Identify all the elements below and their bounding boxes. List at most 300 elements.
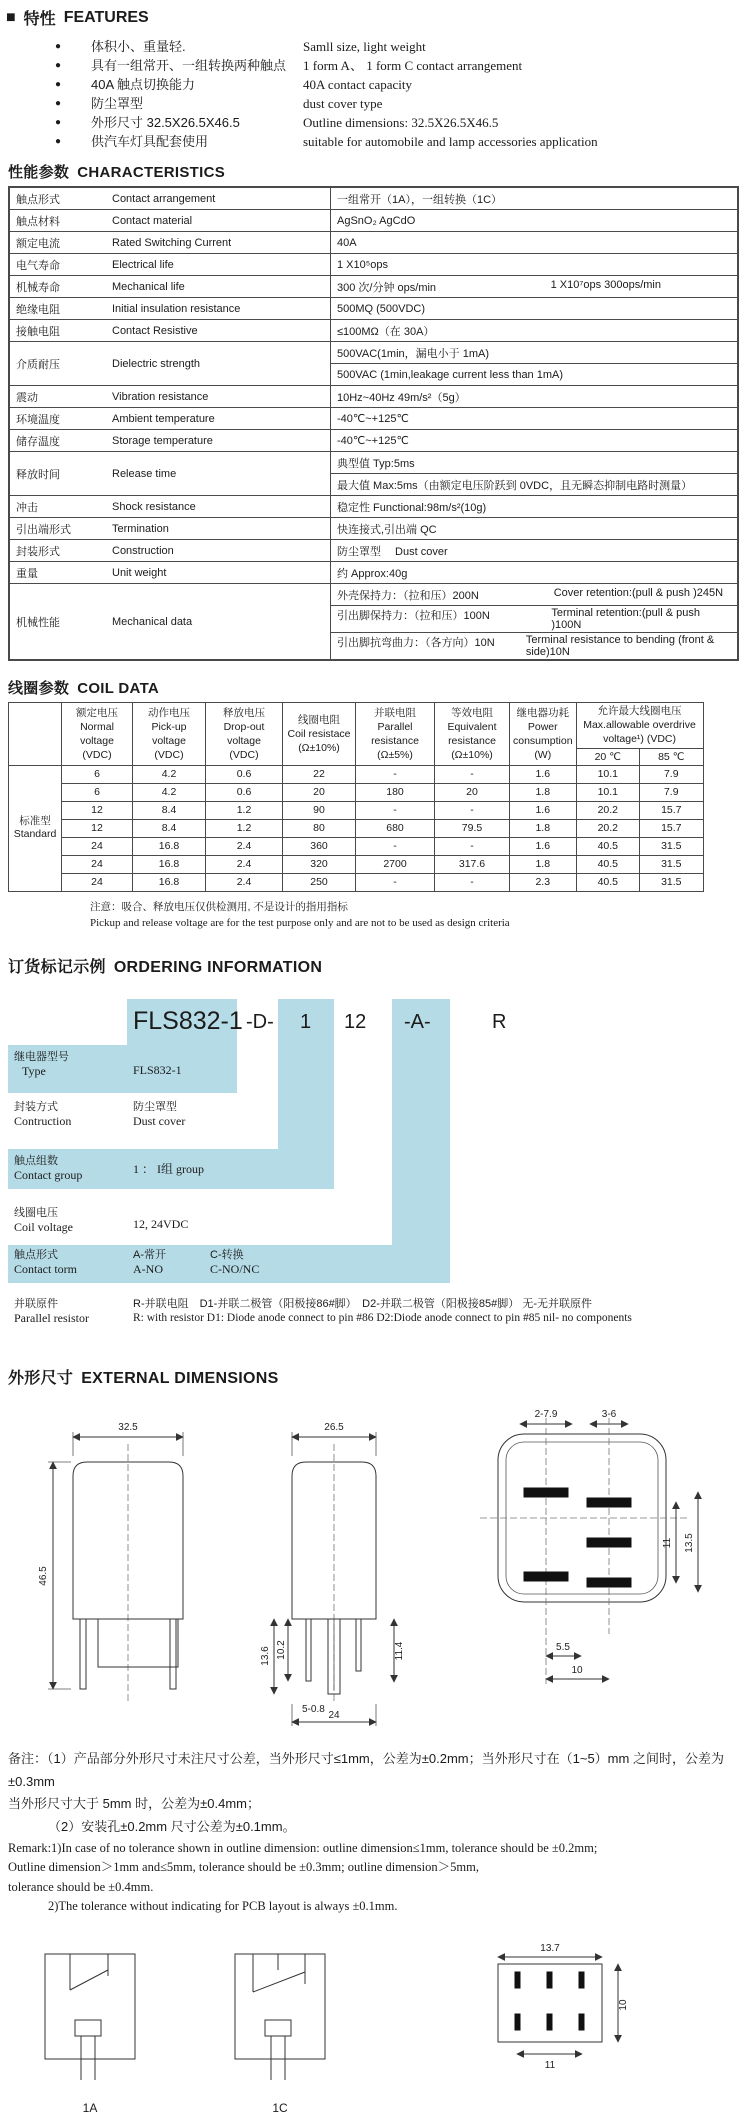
value-part: Cover retention:(pull & push )245N (553, 586, 724, 599)
feature-cn: 体积小、重量轻. (91, 39, 186, 54)
order-label-construction (14, 1100, 71, 1130)
cell: 24 (62, 873, 133, 891)
bottom-view-drawing (450, 1404, 720, 1704)
dim-offset-large: 10 (571, 1664, 583, 1676)
cell: 0.6 (206, 765, 283, 783)
col-header-en: Equivalent resistance (447, 720, 497, 747)
row-label-en: Contact material (106, 210, 331, 232)
row-label-en: Mechanical data (106, 584, 331, 661)
col-header-unit: (VDC) (229, 749, 259, 762)
cell: 31.5 (640, 873, 704, 891)
row-label-en: Shock resistance (106, 496, 331, 518)
col-header (206, 703, 283, 766)
dot-bullet-icon: ● (55, 117, 62, 128)
dim-pin1: 13.6 (260, 1646, 271, 1666)
row-label-cn: 重量 (9, 562, 106, 584)
remark-cn-line1: 备注：（1）产品部分外形尺寸未注尺寸公差，当外形尺寸≤1mm，公差为±0.2mm；当外形尺寸在（1~5）mm 之间时，公差为±0.3mm (8, 1750, 724, 1789)
col-header (62, 703, 133, 766)
ordering-title-cn: 订货标记示例 (8, 958, 106, 976)
cell: 31.5 (640, 837, 704, 855)
characteristics-title-cn: 性能参数 (8, 164, 70, 181)
row-value (331, 606, 739, 633)
group-en: Standard (13, 828, 57, 841)
coil-note-en: Pickup and release voltage are for the test purpose only and are not to be used as design criteria (90, 917, 510, 930)
cell: 15.7 (640, 819, 704, 837)
row-label-en: Storage temperature (106, 430, 331, 452)
row-value: 500MQ (500VDC) (331, 298, 739, 320)
col-header-en: Power consumption (513, 720, 573, 747)
row-label-cn: 机械性能 (9, 584, 106, 661)
col-header-cn: 额定电压 (76, 706, 118, 719)
order-value-parallel (133, 1297, 739, 1326)
label-cn: 并联原件 (14, 1297, 58, 1310)
cell: 317.6 (435, 855, 510, 873)
cell: 1.2 (206, 819, 283, 837)
order-label-parallel (14, 1297, 89, 1327)
order-code-form: -A- (404, 1010, 431, 1033)
side-view-drawing (244, 1404, 424, 1734)
feature-cn: 供汽车灯具配套使用 (91, 134, 209, 149)
order-code-group: 1 (300, 1010, 312, 1033)
label-cn: 触点形式 (14, 1248, 58, 1261)
row-label-en: Dielectric strength (106, 342, 331, 386)
table-row (9, 765, 704, 783)
dot-bullet-icon: ● (55, 79, 62, 90)
col-header (576, 703, 703, 749)
cell: 31.5 (640, 855, 704, 873)
remark-block (8, 1748, 739, 1917)
table-row (9, 518, 738, 540)
cell: - (356, 837, 435, 855)
row-value: 500VAC (1min,leakage current less than 1mA) (331, 364, 739, 386)
col-header (510, 703, 577, 766)
cell: 10.1 (576, 783, 640, 801)
row-value: 约 Approx:40g (331, 562, 739, 584)
row-label-cn: 绝缘电阻 (9, 298, 106, 320)
feature-en: dust cover type (303, 96, 383, 111)
row-value (331, 633, 739, 661)
label-cn: 触点组数 (14, 1154, 58, 1167)
cell: 1.8 (510, 783, 577, 801)
row-value: 典型值 Typ:5ms (331, 452, 739, 474)
dim-pad-pitch: 11 (662, 1537, 673, 1549)
cell: 12 (62, 801, 133, 819)
row-label-cn: 释放时间 (9, 452, 106, 496)
dim-bottom-width: 24 (328, 1709, 340, 1721)
cell: - (356, 801, 435, 819)
value-cn: A-常开 (133, 1248, 166, 1261)
value-part: 外壳保持力：（拉和压）200N (337, 589, 479, 602)
dot-bullet-icon: ● (55, 41, 62, 52)
dim-offset-small: 5.5 (556, 1641, 570, 1653)
label-cn: 线圈电压 (14, 1206, 58, 1219)
order-code-voltage: 12 (344, 1010, 367, 1033)
cell: 4.2 (133, 765, 206, 783)
characteristics-title-en: CHARACTERISTICS (77, 164, 226, 181)
label-cn: 继电器型号 (14, 1050, 69, 1063)
dim-pin2: 10.2 (276, 1640, 287, 1660)
value-part: 引出脚保持力：（拉和压）100N (337, 610, 490, 622)
cell: 1.2 (206, 801, 283, 819)
col-header-cn: 继电器功耗 (516, 706, 570, 719)
row-value: 快连接式,引出端 QC (331, 518, 739, 540)
cell: 24 (62, 855, 133, 873)
wiring-1c (220, 1942, 340, 2115)
cell: 16.8 (133, 837, 206, 855)
wiring-1a-label: 1A (82, 2101, 98, 2115)
remark-en-line2: Outline dimension＞1mm and≤5mm, tolerance should be ±0.3mm; outline dimension＞5mm, (8, 1860, 479, 1875)
row-label-cn: 触点材料 (9, 210, 106, 232)
feature-item (55, 113, 747, 132)
col-header-cn: 允许最大线圈电压 (597, 705, 682, 717)
col-header-unit: (Ω±10%) (451, 749, 493, 762)
remark-en-line1: Remark:1)In case of no tolerance shown in outline dimension: outline dimension≤1mm, tolerance should be ±0.2mm; (8, 1840, 598, 1855)
row-value: -40℃~+125℃ (331, 430, 739, 452)
cell: 6 (62, 765, 133, 783)
row-label-en: Initial insulation resistance (106, 298, 331, 320)
cell: 20 (283, 783, 356, 801)
row-label-cn: 电气寿命 (9, 254, 106, 276)
wiring-1c-label: 1C (272, 2101, 288, 2115)
feature-cn: 防尘罩型 (91, 96, 144, 111)
wiring-diagrams (30, 1942, 747, 2115)
row-label-en: Construction (106, 540, 331, 562)
cell: - (356, 873, 435, 891)
col-header-en: Normal voltage (80, 720, 114, 747)
row-value (331, 584, 739, 606)
dot-bullet-icon: ● (55, 98, 62, 109)
cell: - (435, 873, 510, 891)
dim-pad-span: 13.5 (684, 1533, 695, 1553)
group-cell (9, 765, 62, 891)
value-en: A-NO (133, 1262, 163, 1277)
features-list (0, 37, 747, 151)
cell: 90 (283, 801, 356, 819)
value-en: Dust cover (133, 1114, 186, 1129)
order-label-type (14, 1050, 69, 1080)
feature-en: Outline dimensions: 32.5X26.5X46.5 (303, 115, 499, 130)
value-en: C-NO/NC (210, 1262, 260, 1277)
remark-cn-line3: （2）安装孔±0.2mm 尺寸公差为±0.1mm。 (48, 1819, 296, 1835)
cell: 2.4 (206, 837, 283, 855)
dim-pcb-height: 10 (618, 1999, 629, 2011)
table-row (9, 386, 738, 408)
wiring-1a-drawing (30, 1942, 150, 2092)
remark-en-line3: tolerance should be ±0.4mm. (8, 1879, 154, 1894)
table-row (9, 783, 704, 801)
cell: 2.3 (510, 873, 577, 891)
row-value: 1 X10⁵ops (331, 254, 739, 276)
dim-pin4: 5-0.8 (302, 1703, 325, 1715)
cell: 2700 (356, 855, 435, 873)
order-code-construction: -D- (246, 1010, 274, 1033)
dim-width: 32.5 (118, 1421, 138, 1433)
table-row (9, 254, 738, 276)
table-row (9, 342, 738, 364)
dim-height: 46.5 (38, 1566, 49, 1586)
feature-item (55, 75, 747, 94)
cell: 15.7 (640, 801, 704, 819)
row-value: -40℃~+125℃ (331, 408, 739, 430)
cell: 1.6 (510, 765, 577, 783)
feature-item (55, 132, 747, 151)
label-en: Type (22, 1064, 46, 1079)
cell: 250 (283, 873, 356, 891)
col-header-unit: (VDC) (154, 749, 184, 762)
remark-cn-line2: 当外形尺寸大于 5mm 时，公差为±0.4mm； (8, 1796, 260, 1812)
cell: 12 (62, 819, 133, 837)
table-row (9, 562, 738, 584)
feature-en: Samll size, light weight (303, 39, 426, 54)
cell: 20.2 (576, 801, 640, 819)
temp-col-header: 20 ℃ (576, 748, 640, 765)
dim-pad-right: 3-6 (601, 1408, 617, 1420)
row-label-en: Release time (106, 452, 331, 496)
cell: 40.5 (576, 873, 640, 891)
value-cn: C-转换 (210, 1248, 244, 1261)
cell: 360 (283, 837, 356, 855)
cell: 22 (283, 765, 356, 783)
row-label-cn: 触点形式 (9, 187, 106, 210)
cell: - (435, 765, 510, 783)
cell: 320 (283, 855, 356, 873)
order-label-group (14, 1154, 82, 1184)
temp-col-header: 85 ℃ (640, 748, 704, 765)
value-part: 引出脚抗弯曲力：（各方向）10N (337, 637, 495, 649)
table-row (9, 801, 704, 819)
order-code-type: FLS832-1 (133, 1006, 243, 1035)
col-header-en: Parallel resistance (371, 720, 419, 747)
cell: 1.8 (510, 819, 577, 837)
order-code-parallel: R (492, 1010, 507, 1033)
cell: - (435, 837, 510, 855)
table-row (9, 187, 738, 210)
row-value: 防尘罩型 Dust cover (331, 540, 739, 562)
feature-en: 1 form A、 1 form C contact arrangement (303, 58, 523, 73)
order-label-voltage (14, 1206, 73, 1236)
dimensions-title-en: EXTERNAL DIMENSIONS (81, 1369, 279, 1387)
order-value-type: FLS832-1 (133, 1062, 182, 1077)
dot-bullet-icon: ● (55, 136, 62, 147)
col-header-en: Coil resistace (287, 727, 351, 740)
cell: 6 (62, 783, 133, 801)
cell: 1.6 (510, 837, 577, 855)
table-row (9, 855, 704, 873)
dim-pcb-pitch: 11 (544, 2060, 556, 2072)
table-header-row (9, 703, 704, 749)
group-cn: 标准型 (19, 814, 51, 827)
row-label-en: Vibration resistance (106, 386, 331, 408)
table-row (9, 430, 738, 452)
row-label-cn: 冲击 (9, 496, 106, 518)
dimensions-title-cn: 外形尺寸 (8, 1369, 74, 1387)
label-en: Coil voltage (14, 1220, 73, 1235)
label-en: Contact group (14, 1168, 83, 1183)
cell: 8.4 (133, 801, 206, 819)
col-header-unit: (Ω±5%) (377, 749, 413, 762)
cell: 10.1 (576, 765, 640, 783)
order-value-form-c (210, 1248, 259, 1278)
cell: 8.4 (133, 819, 206, 837)
table-row (9, 276, 738, 298)
ordering-title-en: ORDERING INFORMATION (113, 958, 323, 976)
label-cn: 封装方式 (14, 1100, 58, 1113)
table-row (9, 210, 738, 232)
row-label-cn: 储存温度 (9, 430, 106, 452)
cell: 2.4 (206, 873, 283, 891)
order-label-form (14, 1248, 77, 1278)
row-value: 稳定性 Functional:98m/s²(10g) (331, 496, 739, 518)
dim-pin3: 11.4 (394, 1641, 405, 1661)
cell: 40.5 (576, 855, 640, 873)
coil-title-cn: 线圈参数 (8, 680, 70, 697)
row-label-en: Electrical life (106, 254, 331, 276)
highlight-block (392, 999, 450, 1283)
row-value: AgSnO₂ AgCdO (331, 210, 739, 232)
row-label-en: Mechanical life (106, 276, 331, 298)
row-label-cn: 接触电阻 (9, 320, 106, 342)
row-value: 10Hz~40Hz 49m/s²（5g） (331, 386, 739, 408)
feature-item (55, 56, 747, 75)
cell: - (356, 765, 435, 783)
front-view-drawing (18, 1404, 218, 1734)
table-row (9, 408, 738, 430)
cell: 180 (356, 783, 435, 801)
table-row (9, 232, 738, 254)
table-row (9, 452, 738, 474)
features-title-cn: 特性 (23, 11, 56, 28)
table-row (9, 496, 738, 518)
pcb-layout-drawing (470, 1942, 650, 2082)
value-part: Terminal retention:(pull & push )100N (551, 607, 700, 631)
cell: 80 (283, 819, 356, 837)
col-header (356, 703, 435, 766)
ordering-diagram (0, 999, 747, 1351)
value-part: 300 次/分钟 ops/min (337, 281, 437, 294)
square-bullet-icon: ■ (6, 8, 16, 26)
dimension-drawings (18, 1404, 747, 1734)
feature-en: suitable for automobile and lamp accessories application (303, 134, 598, 149)
table-row (9, 540, 738, 562)
col-header-en: Max.allowable overdrive (583, 719, 696, 732)
row-label-cn: 额定电流 (9, 232, 106, 254)
feature-item (55, 94, 747, 113)
row-value: 500VAC(1min，漏电小于 1mA) (331, 342, 739, 364)
feature-cn: 40A 触点切换能力 (91, 77, 196, 92)
wiring-1a (30, 1942, 150, 2115)
col-header-unit: voltage¹) (VDC) (603, 733, 676, 746)
coil-title-en: COIL DATA (77, 680, 160, 697)
table-row (9, 837, 704, 855)
cell: 1.6 (510, 801, 577, 819)
label-en: Parallel resistor (14, 1311, 89, 1326)
row-label-cn: 环境温度 (9, 408, 106, 430)
cell: 1.8 (510, 855, 577, 873)
col-header-unit: (VDC) (82, 749, 112, 762)
coil-note (90, 900, 747, 932)
col-header (133, 703, 206, 766)
row-label-en: Rated Switching Current (106, 232, 331, 254)
features-title (6, 6, 747, 29)
cell: 20.2 (576, 819, 640, 837)
cell: 16.8 (133, 855, 206, 873)
col-header-cn: 线圈电阻 (298, 713, 340, 726)
feature-cn: 外形尺寸 32.5X26.5X46.5 (91, 115, 240, 130)
cell: 7.9 (640, 783, 704, 801)
cell: 680 (356, 819, 435, 837)
table-row (9, 298, 738, 320)
row-label-cn: 引出端形式 (9, 518, 106, 540)
col-header (283, 703, 356, 766)
dot-bullet-icon: ● (55, 60, 62, 71)
order-value-form-a (133, 1248, 166, 1278)
col-header-cn: 动作电压 (148, 706, 190, 719)
value-part: Terminal resistance to bending (front & side)10N (525, 634, 715, 658)
cell: - (435, 801, 510, 819)
wiring-1c-drawing (220, 1942, 340, 2092)
characteristics-table (8, 186, 739, 661)
row-label-en: Contact Resistive (106, 320, 331, 342)
label-en: Contruction (14, 1114, 72, 1129)
row-label-cn: 介质耐压 (9, 342, 106, 386)
feature-en: 40A contact capacity (303, 77, 413, 92)
value-cn: R-并联电阻 D1-并联二极管（阳极接86#脚） D2-并联二极管（阳极接85#脚） 无-无并联原件 (133, 1297, 592, 1310)
coil-data-table (8, 702, 704, 892)
cell: 40.5 (576, 837, 640, 855)
remark-en-line4: 2)The tolerance without indicating for PCB layout is always ±0.1mm. (48, 1899, 398, 1914)
row-label-cn: 震动 (9, 386, 106, 408)
features-title-en: FEATURES (63, 8, 149, 26)
cell: 2.4 (206, 855, 283, 873)
feature-item (55, 37, 747, 56)
characteristics-title (8, 161, 747, 182)
col-header-cn: 并联电阻 (374, 706, 416, 719)
table-row (9, 584, 738, 606)
cell: 20 (435, 783, 510, 801)
row-label-cn: 封装形式 (9, 540, 106, 562)
dim-width: 26.5 (324, 1421, 344, 1433)
cell: 0.6 (206, 783, 283, 801)
value-cn: 防尘罩型 (133, 1100, 177, 1113)
order-value-voltage: 12, 24VDC (133, 1216, 189, 1231)
ordering-title (8, 954, 747, 977)
row-label-en: Termination (106, 518, 331, 540)
cell: 7.9 (640, 765, 704, 783)
dim-pad-left: 2-7.9 (534, 1408, 558, 1420)
order-value-group: 1 ： I组 group (133, 1161, 204, 1176)
cell: 16.8 (133, 873, 206, 891)
row-label-en: Unit weight (106, 562, 331, 584)
col-header-cn: 等效电阻 (451, 706, 493, 719)
col-header (435, 703, 510, 766)
col-header-unit: (W) (534, 749, 552, 762)
value-en: R: with resistor D1: Diode anode connect to pin #86 D2:Diode anode connect to pin #85 nil- no components (133, 1312, 632, 1325)
table-row (9, 819, 704, 837)
row-label-en: Contact arrangement (106, 187, 331, 210)
col-header-unit: (Ω±10%) (298, 741, 340, 754)
feature-cn: 具有一组常开、一组转换两种触点 (91, 58, 287, 73)
cell: 24 (62, 837, 133, 855)
coil-note-cn: 注意：吸合、释放电压仅供检测用, 不是设计的指用指标 (90, 900, 348, 913)
col-header-en: Pick-up voltage (151, 720, 187, 747)
row-label-cn: 机械寿命 (9, 276, 106, 298)
dim-pcb-width: 13.7 (540, 1943, 560, 1955)
row-value: 一组常开（1A），一组转换（1C） (331, 187, 739, 210)
table-row (9, 873, 704, 891)
col-header-en: Drop-out voltage (223, 720, 265, 747)
pcb-layout (470, 1942, 650, 2087)
value-part: 1 X10⁷ops 300ops/min (550, 278, 661, 291)
